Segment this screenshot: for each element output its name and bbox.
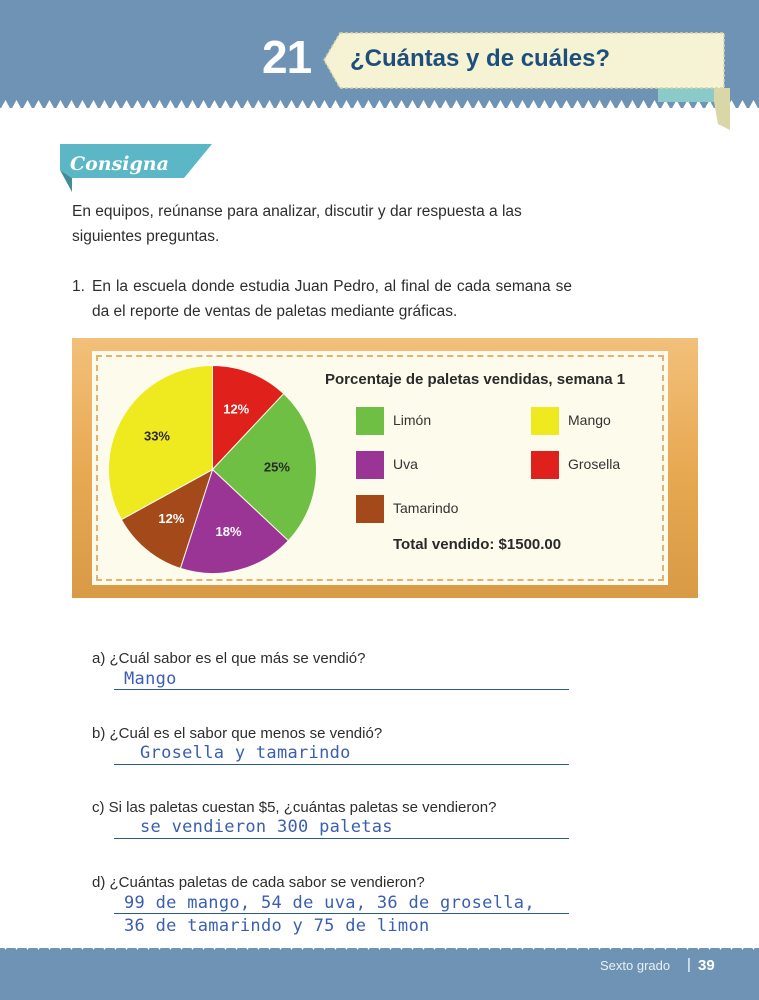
instructions-text: En equipos, reúnanse para analizar, discutir y dar respuesta a las siguientes preguntas. [72, 203, 522, 245]
lesson-title: ¿Cuántas y de cuáles? [350, 45, 611, 72]
chart-total: Total vendido: $1500.00 [393, 536, 562, 553]
legend-label: Mango [568, 412, 611, 428]
answer-c[interactable]: se vendieron 300 paletas [140, 817, 393, 837]
footer-grade: Sexto grado [600, 958, 671, 973]
chart-title: Porcentaje de paletas vendidas, semana 1 [325, 371, 626, 388]
pie-chart [105, 362, 320, 577]
page-number: 39 [698, 957, 715, 974]
answer-line [114, 764, 569, 765]
legend-swatch [356, 407, 384, 435]
pie-label: 12% [223, 401, 250, 417]
legend-swatch [356, 451, 384, 479]
answer-b[interactable]: Grosella y tamarindo [140, 743, 351, 763]
legend-label: Uva [393, 456, 418, 472]
footer-separator: | [687, 956, 691, 973]
answer-line [114, 838, 569, 839]
legend-label: Tamarindo [393, 500, 459, 516]
answer-line [114, 689, 569, 690]
consigna-label: Consigna [70, 153, 169, 175]
legend-swatch [531, 451, 559, 479]
question-a: a) ¿Cuál sabor es el que más se vendió? [92, 650, 366, 667]
pie-label: 12% [158, 511, 185, 527]
lesson-number: 21 [262, 31, 312, 83]
question-c: c) Si las paletas cuestan $5, ¿cuántas paletas se vendieron? [92, 799, 497, 816]
question-text: En la escuela donde estudia Juan Pedro, al final de cada semana se da el reporte de ventas de paletas mediante gráficas. [92, 278, 572, 320]
question-d: d) ¿Cuántas paletas de cada sabor se vendieron? [92, 874, 425, 891]
legend-swatch [356, 495, 384, 523]
pie-label: 33% [143, 428, 171, 444]
question-number: 1. [72, 278, 85, 295]
answer-d-line2[interactable]: 36 de tamarindo y 75 de limon [124, 916, 430, 936]
footer-zigzag-edge [0, 940, 759, 952]
pie-label: 18% [215, 523, 242, 539]
legend-label: Grosella [568, 456, 621, 472]
pie-label: 25% [263, 459, 290, 475]
question-b: b) ¿Cuál es el sabor que menos se vendió? [92, 725, 383, 742]
legend-swatch [531, 407, 559, 435]
legend-label: Limón [393, 412, 432, 428]
footer-band [0, 948, 759, 1000]
answer-line [114, 913, 569, 914]
answer-a[interactable]: Mango [124, 669, 177, 689]
answer-d-line1[interactable]: 99 de mango, 54 de uva, 36 de grosella, [124, 893, 535, 913]
